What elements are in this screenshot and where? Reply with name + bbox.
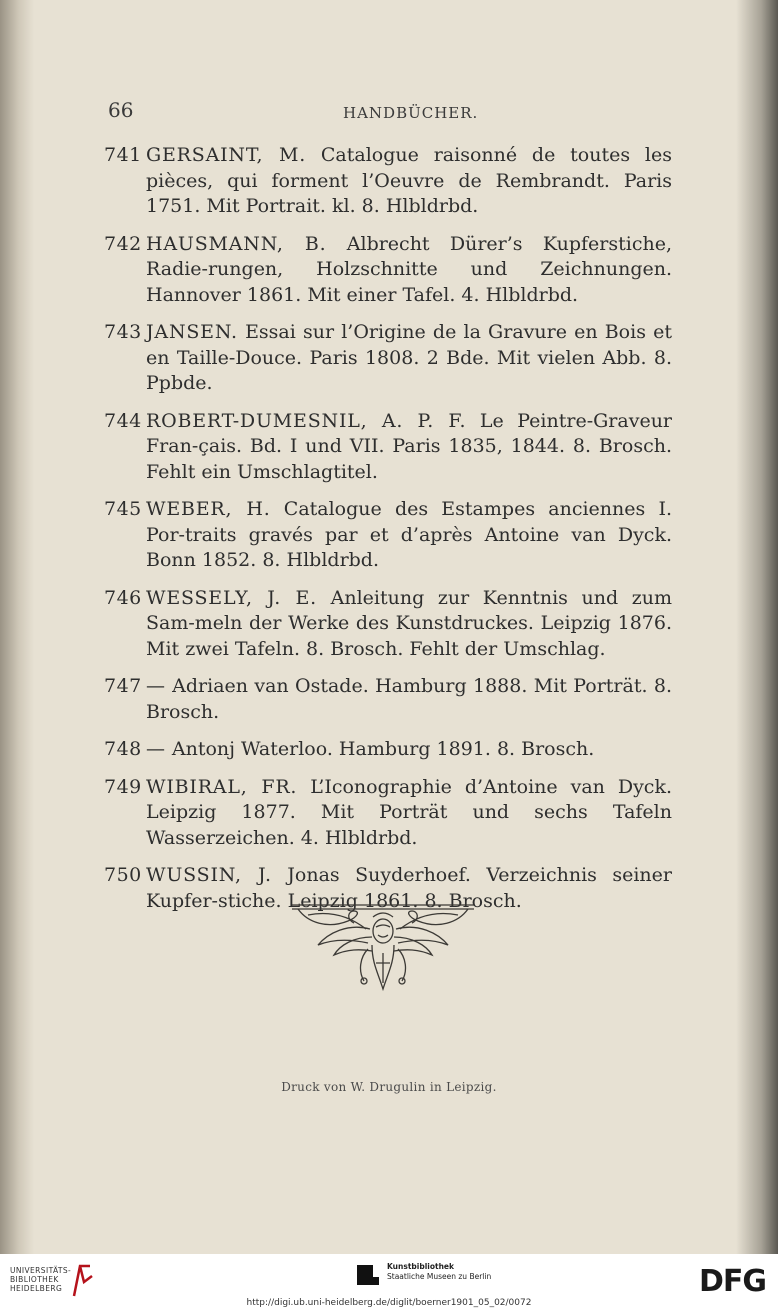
entry-description: Essai sur l’Origine de la Gravure en Bois et en Taille-Douce. Paris 1808. 2 Bde. Mit vielen Abb. 8. Ppbde. <box>146 321 672 394</box>
entry-number: 742 <box>104 232 142 255</box>
page-number: 66 <box>108 98 134 122</box>
entry-text <box>146 775 672 852</box>
entry-text <box>146 674 672 725</box>
winged-mask-ornament-icon <box>288 893 478 993</box>
catalogue-entry <box>104 497 672 574</box>
entry-number: 744 <box>104 409 142 432</box>
entry-description: Antonj Waterloo. Hamburg 1891. 8. Brosch. <box>171 738 595 760</box>
printer-imprint: Druck von W. Drugulin in Leipzig. <box>281 1080 497 1094</box>
catalogue-entry <box>104 409 672 486</box>
uni-line-1: UNIVERSITÄTS- <box>10 1266 72 1275</box>
entry-author: — <box>146 675 166 697</box>
entry-description: Albrecht Dürer’s Kupferstiche, Radie-rungen, Holzschnitte und Zeichnungen. Hannover 1861. Mit einer Tafel. 4. Hlbldrbd. <box>146 232 672 306</box>
entry-description: L’Iconographie d’Antoine van Dyck. Leipzig 1877. Mit Porträt und sechs Tafeln Wasserzeichen. 4. Hlbldrbd. <box>146 775 672 849</box>
dfg-logo: DFG <box>698 1264 766 1299</box>
entry-description: Anleitung zur Kenntnis und zum Sam-meln der Werke des Kunstdruckes. Leipzig 1876. Mit zwei Tafeln. 8. Brosch. Fehlt der Umschlag. <box>146 586 672 660</box>
entry-number: 743 <box>104 321 142 343</box>
catalogue-entry <box>104 674 672 725</box>
entry-description: Jonas Suyderhoef. Verzeichnis seiner Kupfer-stiche. Leipzig 1861. 8. Brosch. <box>146 864 672 912</box>
entry-text <box>146 143 672 220</box>
university-library-label <box>10 1266 71 1293</box>
kb-line-1: Kunstbibliothek <box>387 1262 455 1271</box>
entry-description: Le Peintre-Graveur Fran-çais. Bd. I und VII. Paris 1835, 1844. 8. Brosch. Fehlt ein Umschlagtitel. <box>146 409 673 483</box>
entry-description: Adriaen van Ostade. Hamburg 1888. Mit Porträt. 8. Brosch. <box>146 675 672 723</box>
entry-author: GERSAINT, M. <box>146 144 307 166</box>
entry-number: 749 <box>104 775 142 798</box>
entry-number: 746 <box>104 586 142 609</box>
catalogue-entry <box>104 737 672 763</box>
page-edge-shadow <box>736 0 778 1254</box>
entry-author: — <box>146 738 166 760</box>
entry-author: WUSSIN, J. <box>146 864 272 886</box>
entry-text <box>146 409 672 486</box>
entry-number: 745 <box>104 498 142 520</box>
catalogue-entry <box>104 232 672 309</box>
entry-number: 741 <box>104 144 142 166</box>
entry-author: ROBERT-DUMESNIL, A. P. F. <box>146 409 467 432</box>
entry-text <box>146 737 672 763</box>
entry-author: WEBER, H. <box>146 498 271 520</box>
entry-author: WESSELY, J. E. <box>146 586 318 609</box>
catalogue-entry <box>104 775 672 852</box>
uni-line-3: HEIDELBERG <box>10 1284 63 1293</box>
entry-author: HAUSMANN, B. <box>146 232 327 255</box>
running-head: HANDBÜCHER. <box>343 104 479 122</box>
entry-text <box>146 497 672 574</box>
gutter-shadow <box>0 0 34 1254</box>
entry-number: 747 <box>104 675 142 697</box>
catalogue-entry <box>104 320 672 397</box>
kb-line-2: Staatliche Museen zu Berlin <box>387 1272 492 1281</box>
entry-author: JANSEN. <box>146 321 238 343</box>
kunstbibliothek-logo-icon <box>355 1263 381 1289</box>
entry-description: Catalogue des Estampes anciennes I. Por-traits gravés par et d’après Antoine van Dyck. Bonn 1852. 8. Hlbldrbd. <box>146 498 672 571</box>
entry-text <box>146 586 672 663</box>
source-url[interactable]: http://digi.ub.uni-heidelberg.de/diglit/boerner1901_05_02/0072 <box>246 1298 532 1308</box>
entry-text <box>146 320 672 397</box>
catalogue-entries <box>104 143 672 926</box>
uni-line-2: BIBLIOTHEK <box>10 1275 59 1284</box>
kunstbibliothek-label <box>387 1262 491 1282</box>
entry-number: 748 <box>104 738 142 760</box>
entry-author: WIBIRAL, FR. <box>146 775 298 798</box>
university-library-logo-icon <box>70 1262 94 1298</box>
entry-description: Catalogue raisonné de toutes les pièces, qui forment l’Oeuvre de Rembrandt. Paris 1751. Mit Portrait. kl. 8. Hlbldrbd. <box>146 144 672 217</box>
entry-text <box>146 232 672 309</box>
entry-number: 750 <box>104 864 142 886</box>
page-header <box>108 98 668 126</box>
catalogue-entry <box>104 586 672 663</box>
catalogue-entry <box>104 143 672 220</box>
